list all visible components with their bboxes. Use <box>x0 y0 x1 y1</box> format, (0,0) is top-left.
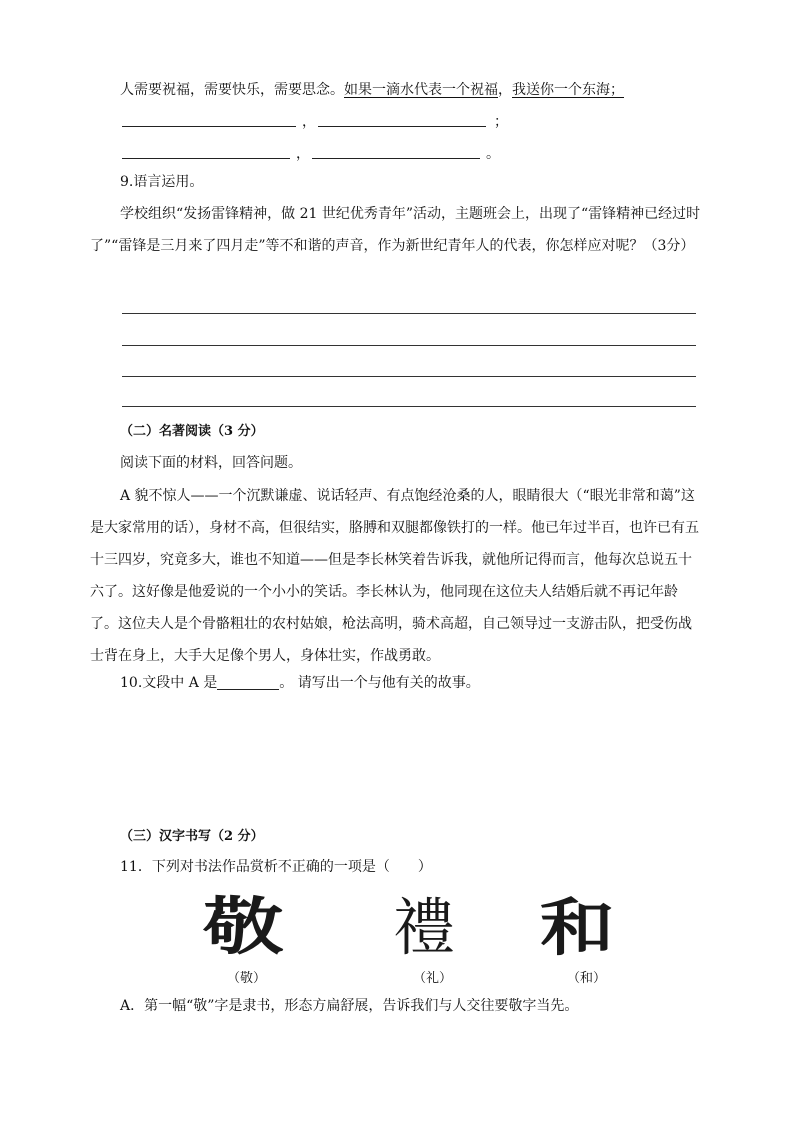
q9-answer-line-2[interactable] <box>122 345 696 346</box>
q8-answer-blank-3[interactable] <box>122 158 290 159</box>
calligraphy-he: 和 <box>540 891 615 964</box>
q8-sep: ， <box>498 82 512 98</box>
q10-prefix: 10.文段中 A 是 <box>120 675 218 691</box>
q8-lead: 人需要祝福，需要快乐，需要思念。 <box>120 82 344 98</box>
q11-option-a: A．第一幅“敬”字是隶书，形态方扁舒展，告诉我们与人交往要敬字当先。 <box>120 998 579 1014</box>
caption-jing: （敬） <box>227 971 267 986</box>
q9-answer-line-3[interactable] <box>122 376 696 377</box>
caption-li: （礼） <box>413 971 453 986</box>
q8-underlined-2: 我送你一个东海； <box>512 82 624 98</box>
section2-instruction: 阅读下面的材料，回答问题。 <box>120 455 302 471</box>
q8-answer-blank-1[interactable] <box>122 126 296 127</box>
q8-row1-comma: ， <box>302 114 316 130</box>
q10-line <box>120 673 480 693</box>
q8-row2-end: 。 <box>486 146 500 162</box>
section2-heading: （二）名著阅读（3 分） <box>120 424 264 439</box>
caption-he: （和） <box>567 971 607 986</box>
q9-body: 学校组织“发扬雷锋精神，做 21 世纪优秀青年”活动，主题班会上，出现了“雷锋精神已经过时了”“雷锋是三月来了四月走”等不和谐的声音，作为新世纪青年人的代表，你怎样应对呢？（3分） <box>90 206 701 254</box>
calligraphy-jing: 敬 <box>203 894 284 962</box>
q8-sentence <box>120 80 624 100</box>
q8-row1-end: ； <box>494 114 508 130</box>
q8-answer-blank-4[interactable] <box>312 158 480 159</box>
q9-answer-line-1[interactable] <box>122 313 696 314</box>
q9-answer-line-4[interactable] <box>122 406 696 407</box>
q9-heading: 9.语言运用。 <box>120 174 204 190</box>
section2-passage: A 貌不惊人——一个沉默谦虚、说话轻声、有点饱经沧桑的人，眼睛很大（“眼光非常和蔼”这是大家常用的话），身材不高，但很结实，胳膊和双腿都像铁打的一样。他已年过半百，也许已有五十三四岁，究竟多大，谁也不知道——但是李长林笑着告诉我，就他所记得而言，他每次总说五十六了。这好像是他爱说的一个小小的笑话。李长林认为，他同现在这位夫人结婚后就不再记年龄了。这位夫人是个骨骼粗壮的农村姑娘，枪法高明，骑术高超，自己领导过一支游击队，把受伤战士背在身上，大手大足像个男人，身体壮实，作战勇敢。 <box>90 488 699 664</box>
q8-underlined-1: 如果一滴水代表一个祝福 <box>344 82 498 98</box>
q8-answer-blank-2[interactable] <box>318 126 486 127</box>
q11-stem: 11．下列对书法作品赏析不正确的一项是（ ） <box>120 859 432 875</box>
section3-heading: （三）汉字书写（2 分） <box>120 829 264 844</box>
q8-row2-comma: ， <box>296 146 310 162</box>
q10-suffix: 。 请写出一个与他有关的故事。 <box>279 675 480 691</box>
calligraphy-li: 禮 <box>393 891 456 964</box>
q10-answer-blank[interactable] <box>217 675 279 690</box>
